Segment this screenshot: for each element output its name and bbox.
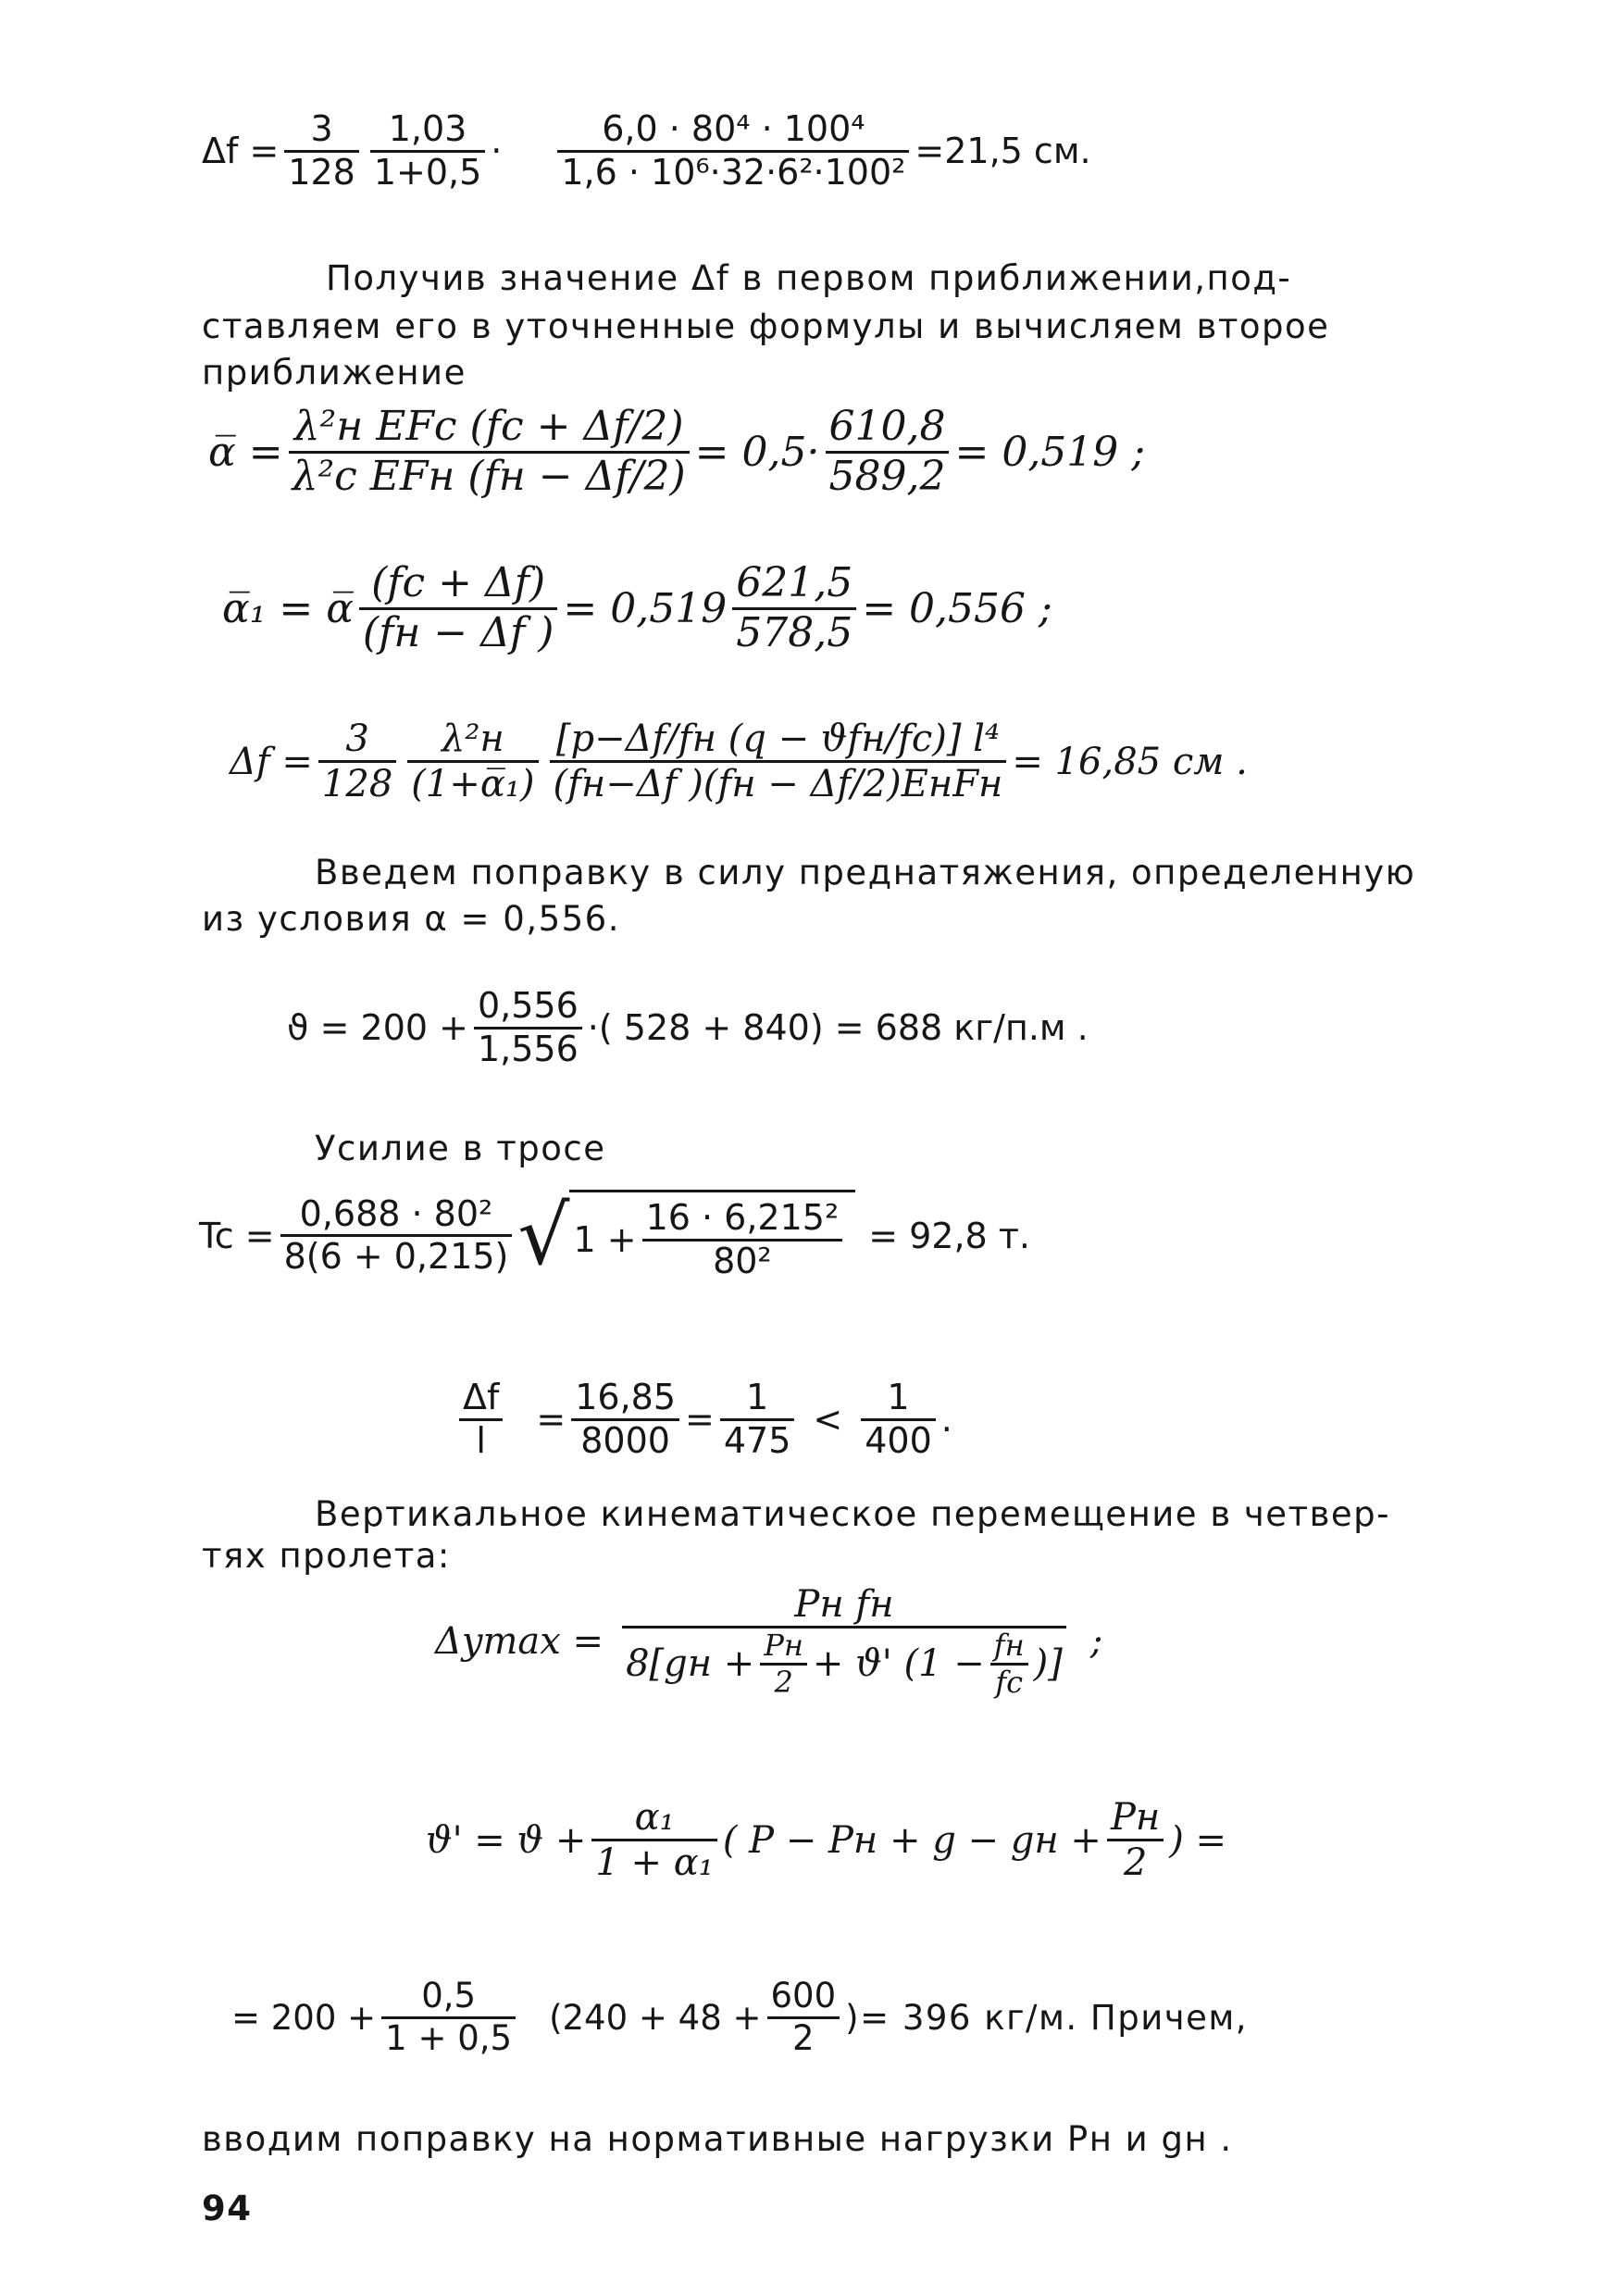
fraction: $\frac{1}{475}$ [720, 1378, 795, 1461]
fraction: $\frac{\text{α₁}}{\text{1 + α₁}}$ [591, 1796, 716, 1884]
formula-v-prime-value [231, 1977, 1248, 2058]
fraction: $\frac{\text{λ²н EFc (fc + Δf/2)}}{\text{λ²c EFн (fн − Δf/2)}}$ [289, 404, 690, 500]
paragraph-line: Получив значение Δf в первом приближении,под- [326, 258, 1292, 298]
formula-mid: ( P − Pн + g − gн + [722, 1818, 1101, 1862]
formula-lhs: Tc = [199, 1215, 275, 1256]
formula-result: = 92,8 т. [868, 1215, 1031, 1256]
formula-v-prime [426, 1796, 1226, 1884]
fraction: $\frac{\text{6,0 · 80⁴ · 100⁴}}{\text{1,6 · 10⁶·32·6²·100²}}$ [557, 109, 909, 193]
paragraph-line: приближение [202, 353, 467, 393]
formula-lhs: ϑ' = ϑ + [426, 1818, 587, 1862]
paragraph-line: Введем поправку в силу преднатяжения, определенную [315, 853, 1416, 892]
fraction: $\frac{\Delta f}{l}$ [459, 1378, 503, 1461]
paragraph-line: Усилие в тросе [315, 1129, 606, 1168]
formula-deflection-ratio: $\frac{\Delta f}{l}$ = $\frac{16,85}{8000}$ = $\frac{1}{475}$ < $\frac{1}{400}$ . [454, 1378, 952, 1461]
fraction: $\frac{\text{λ²н}}{\text{(1+α̅₁)}}$ [407, 718, 538, 805]
paragraph-line: вводим поправку на нормативные нагрузки Pн и gн . [202, 2119, 1233, 2159]
fraction: $\frac{1}{400}$ [861, 1378, 936, 1461]
fraction: $\frac{3}{128}$ [318, 718, 396, 805]
formula-mid: = 0,519 [563, 584, 728, 632]
formula-mid: = 0,5· [694, 428, 820, 476]
formula-result: ·( 528 + 840) = 688 кг/п.м . [587, 1007, 1089, 1049]
formula-lhs: = 200 + [231, 1997, 377, 2038]
fraction: $\frac{Pн}{2}$ [1107, 1796, 1164, 1884]
formula-lhs: Δymax = [435, 1619, 604, 1663]
denominator: 8[gн + $\frac{Pн}{2}$ + ϑ' (1 − $\frac{fн}{fc}$ )] [626, 1628, 1063, 1700]
fraction: $\frac{600}{2}$ [767, 1977, 840, 2058]
formula-delta-f-second [230, 718, 1248, 805]
fraction: $\frac{(fc + \Delta f)}{(fн - \Delta f )}$ [359, 560, 558, 656]
fraction: Pн fн 8[gн + $\frac{Pн}{2}$ + ϑ' (1 − $\frac{fн}{fc}$ )] [622, 1583, 1066, 1700]
paragraph-line: Вертикальное кинематическое перемещение в четвер- [315, 1494, 1390, 1534]
fraction: $\frac{\text{16 · 6,215²}}{\text{80²}}$ [642, 1198, 843, 1281]
sqrt-sign: √ [517, 1187, 570, 1283]
formula-alpha-1 [222, 560, 1052, 656]
formula-result: = 16,85 см . [1012, 740, 1248, 783]
fraction: $\frac{1,03}{1+0,5}$ [370, 109, 485, 193]
formula-lhs: α̅₁ = α̅ [222, 584, 354, 632]
paragraph-line: ставляем его в уточненные формулы и вычисляем второе [202, 306, 1330, 346]
formula-delta-y-max: Δymax = Pн fн 8[gн + $\frac{Pн}{2}$ + ϑ' (1 − $\frac{fн}{fc}$ )] ; [435, 1583, 1103, 1700]
formula-lhs: Δf = [202, 131, 280, 172]
formula-delta-f-first [202, 109, 1091, 193]
fraction: $\frac{16,85}{8000}$ [571, 1378, 679, 1461]
fraction: $\frac{Pн}{2}$ [760, 1628, 807, 1700]
formula-result: )= 396 кг/м. Причем, [845, 1997, 1249, 2038]
multiply-dot: · [491, 131, 503, 172]
formula-result: ) = [1169, 1818, 1227, 1862]
formula-cable-force [199, 1187, 1031, 1283]
formula-lhs: Δf = [230, 740, 313, 783]
paragraph-line: тях пролета: [202, 1536, 451, 1576]
formula-result: = 0,556 ; [862, 584, 1052, 632]
fraction: $\frac{621,5}{578,5}$ [732, 560, 856, 656]
fraction: $\frac{0,556}{1,556}$ [474, 986, 582, 1069]
formula-result: = 0,519 ; [954, 428, 1146, 476]
formula-lhs: α̅ = [208, 428, 283, 476]
fraction: $\frac{\text{[p−Δf/fн (q − ϑfн/fc)] l⁴}}{\text{(fн−Δf )(fн − Δf/2)EнFн}}$ [550, 718, 1007, 805]
fraction: $\frac{3}{128}$ [284, 109, 359, 193]
paragraph-line: из условия α = 0,556. [202, 899, 620, 939]
formula-result: =21,5 см. [915, 131, 1091, 172]
formula-mid: (240 + 48 + [549, 1997, 762, 2038]
fraction: $\frac{610,8}{589,2}$ [826, 404, 950, 500]
fraction: $\frac{0,5}{1 + 0,5}$ [381, 1977, 516, 2058]
fraction: $\frac{fн}{fc}$ [990, 1628, 1028, 1700]
page-number: 94 [202, 2189, 253, 2228]
sqrt-body: 1 + $\frac{\text{16 · 6,215²}}{\text{80²}}$ [569, 1190, 855, 1281]
formula-lhs: ϑ = 200 + [287, 1007, 468, 1049]
formula-v [287, 986, 1089, 1069]
formula-alpha [208, 404, 1145, 500]
fraction: $\frac{\text{0,688 · 80²}}{8(6 + 0,215)}$ [280, 1194, 513, 1278]
